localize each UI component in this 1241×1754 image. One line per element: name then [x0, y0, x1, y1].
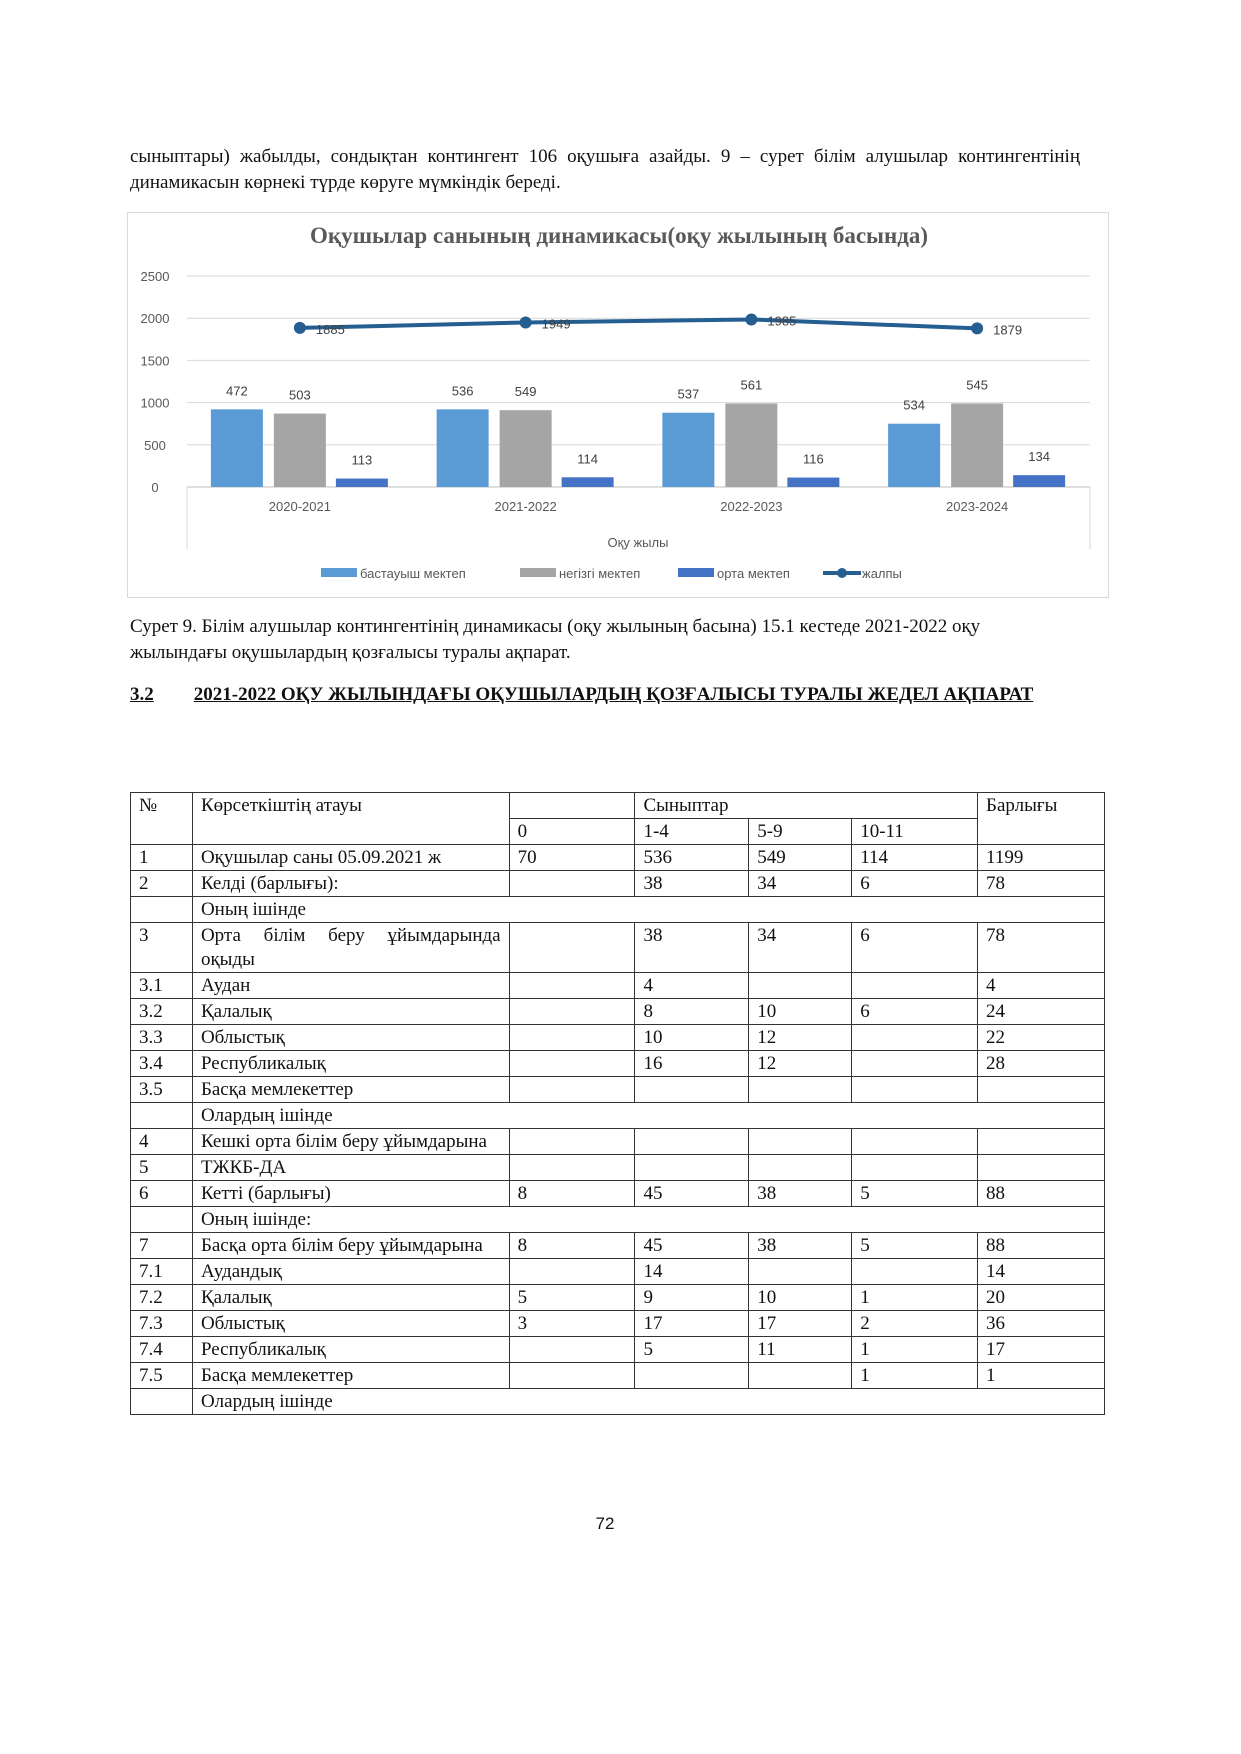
cell-grade-1-4: 536 — [635, 845, 749, 871]
row-number — [131, 1389, 193, 1415]
table-row — [131, 1337, 1105, 1363]
cell-grade-10-11: 1 — [852, 1337, 978, 1363]
x-tick-label: 2022-2023 — [720, 499, 783, 514]
cell-grade-5-9: 10 — [749, 999, 852, 1025]
table-row — [131, 1181, 1105, 1207]
y-tick-label: 0 — [151, 480, 159, 495]
row-name: Басқа орта білім беру ұйымдарына — [192, 1233, 509, 1259]
bar-data-label: 537 — [677, 386, 700, 402]
legend-swatch — [321, 568, 357, 577]
table-row — [131, 1363, 1105, 1389]
cell-grade-0 — [509, 1129, 635, 1155]
row-name: Республикалық — [192, 1051, 509, 1077]
y-tick-label: 500 — [144, 437, 166, 453]
table-row — [131, 1233, 1105, 1259]
cell-total: 78 — [978, 871, 1105, 897]
cell-grade-10-11: 6 — [852, 999, 978, 1025]
cell-total: 36 — [978, 1311, 1105, 1337]
line-data-label: 1885 — [315, 321, 345, 337]
cell-grade-5-9 — [749, 1129, 852, 1155]
cell-grade-5-9: 38 — [749, 1181, 852, 1207]
header-grade-10-11: 10-11 — [852, 819, 978, 845]
bar-1 — [725, 403, 777, 487]
line-marker — [520, 317, 532, 329]
cell-total: 88 — [978, 1233, 1105, 1259]
cell-grade-5-9: 17 — [749, 1311, 852, 1337]
cell-grade-5-9 — [749, 1077, 852, 1103]
table-row — [131, 1051, 1105, 1077]
header-grade-0: 0 — [509, 819, 635, 845]
table-row — [131, 1155, 1105, 1181]
cell-grade-0: 5 — [509, 1285, 635, 1311]
legend-label: жалпы — [862, 566, 902, 581]
cell-grade-1-4: 10 — [635, 1025, 749, 1051]
x-axis-title: Оқу жылы — [607, 535, 669, 550]
row-name: Аудан — [192, 973, 509, 999]
section-number: 3.2 — [130, 684, 154, 705]
cell-grade-10-11 — [852, 1077, 978, 1103]
cell-grade-10-11 — [852, 1051, 978, 1077]
row-name: Облыстық — [192, 1311, 509, 1337]
bar-data-label: 114 — [577, 451, 598, 467]
cell-grade-0 — [509, 1051, 635, 1077]
chart-title: Оқушылар санының динамикасы(оқу жылының басында) — [309, 223, 929, 248]
page-number: 72 — [595, 1514, 615, 1533]
cell-grade-1-4: 45 — [635, 1233, 749, 1259]
cell-grade-1-4 — [635, 1129, 749, 1155]
row-number: 7.3 — [131, 1311, 193, 1337]
cell-grade-10-11 — [852, 973, 978, 999]
table-row — [131, 999, 1105, 1025]
cell-grade-1-4: 17 — [635, 1311, 749, 1337]
cell-grade-1-4: 9 — [635, 1285, 749, 1311]
header-grade-5-9: 5-9 — [749, 819, 852, 845]
row-number: 7.5 — [131, 1363, 193, 1389]
row-number — [131, 897, 193, 923]
table-row — [131, 1103, 1105, 1129]
table-row — [131, 1077, 1105, 1103]
header-classes: Сыныптар — [635, 793, 978, 819]
header-no: № — [131, 793, 193, 845]
total-line — [300, 319, 977, 328]
row-number: 1 — [131, 845, 193, 871]
row-name: Кетті (барлығы) — [192, 1181, 509, 1207]
legend-label: негізгі мектеп — [559, 566, 641, 581]
row-number: 3.2 — [131, 999, 193, 1025]
bar-data-label: 536 — [451, 383, 474, 399]
bar-data-label: 549 — [514, 384, 537, 400]
line-marker — [971, 322, 983, 334]
y-tick-label: 2000 — [140, 311, 170, 327]
cell-grade-0 — [509, 1155, 635, 1181]
cell-grade-0 — [509, 1363, 635, 1389]
bar-2 — [787, 478, 839, 487]
line-data-label: 1985 — [767, 313, 797, 329]
x-tick-label: 2020-2021 — [268, 499, 331, 514]
cell-grade-0 — [509, 923, 635, 973]
cell-grade-1-4: 16 — [635, 1051, 749, 1077]
cell-grade-1-4: 5 — [635, 1337, 749, 1363]
cell-total — [978, 1129, 1105, 1155]
row-name: Қалалық — [192, 999, 509, 1025]
student-movement-table — [130, 792, 1105, 1415]
cell-grade-5-9: 38 — [749, 1233, 852, 1259]
table-row — [131, 897, 1105, 923]
bar-2 — [562, 477, 614, 487]
header-grade-1-4: 1-4 — [635, 819, 749, 845]
y-tick-label: 2500 — [140, 269, 170, 284]
legend-label: орта мектеп — [717, 566, 790, 581]
legend-swatch — [520, 568, 556, 577]
bar-1 — [951, 403, 1003, 487]
cell-total: 1199 — [978, 845, 1105, 871]
cell-grade-10-11 — [852, 1129, 978, 1155]
header-total: Барлығы — [978, 793, 1105, 845]
cell-grade-10-11: 6 — [852, 923, 978, 973]
cell-grade-1-4: 14 — [635, 1259, 749, 1285]
table-row — [131, 1207, 1105, 1233]
cell-grade-0: 8 — [509, 1181, 635, 1207]
cell-grade-10-11 — [852, 1259, 978, 1285]
row-name: ТЖКБ-ДА — [192, 1155, 509, 1181]
cell-total: 14 — [978, 1259, 1105, 1285]
cell-grade-10-11 — [852, 1025, 978, 1051]
row-number: 3.1 — [131, 973, 193, 999]
cell-grade-5-9: 12 — [749, 1051, 852, 1077]
bar-data-label: 534 — [903, 397, 925, 413]
table-row — [131, 1129, 1105, 1155]
cell-grade-5-9: 34 — [749, 871, 852, 897]
row-name: Басқа мемлекеттер — [192, 1363, 509, 1389]
table-row — [131, 923, 1105, 973]
bar-0 — [662, 413, 714, 487]
row-name: Оқушылар саны 05.09.2021 ж — [192, 845, 509, 871]
cell-grade-0 — [509, 999, 635, 1025]
table-row — [131, 845, 1105, 871]
bar-0 — [211, 409, 263, 487]
cell-grade-1-4: 4 — [635, 973, 749, 999]
cell-total — [978, 1077, 1105, 1103]
cell-grade-1-4 — [635, 1363, 749, 1389]
legend-marker — [837, 568, 847, 578]
bar-data-label: 134 — [1028, 449, 1050, 465]
header-blank — [509, 793, 635, 819]
row-number: 3.4 — [131, 1051, 193, 1077]
bar-data-label: 113 — [351, 452, 373, 468]
row-number: 5 — [131, 1155, 193, 1181]
bar-data-label: 116 — [803, 451, 824, 467]
row-name: Аудандық — [192, 1259, 509, 1285]
cell-grade-1-4 — [635, 1155, 749, 1181]
cell-grade-10-11: 5 — [852, 1233, 978, 1259]
cell-grade-10-11: 2 — [852, 1311, 978, 1337]
cell-grade-10-11: 114 — [852, 845, 978, 871]
cell-grade-5-9: 12 — [749, 1025, 852, 1051]
cell-grade-0 — [509, 1337, 635, 1363]
row-name: Басқа мемлекеттер — [192, 1077, 509, 1103]
figure-caption: Сурет 9. Білім алушылар контингентінің динамикасы (оқу жылының басына) 15.1 кестеде 2021-2022 оқу жылындағы оқушылардың қозғалысы туралы ақпарат. — [130, 616, 981, 663]
row-number: 4 — [131, 1129, 193, 1155]
bar-data-label: 561 — [740, 377, 763, 393]
row-name: Оның ішінде: — [192, 1207, 1104, 1233]
section-heading — [130, 682, 1080, 708]
x-tick-label: 2021-2022 — [494, 499, 557, 514]
table-row — [131, 1389, 1105, 1415]
cell-grade-0 — [509, 973, 635, 999]
bar-2 — [1013, 475, 1065, 487]
cell-grade-5-9: 11 — [749, 1337, 852, 1363]
cell-grade-5-9: 549 — [749, 845, 852, 871]
table-row — [131, 871, 1105, 897]
cell-grade-10-11: 6 — [852, 871, 978, 897]
cell-grade-1-4: 8 — [635, 999, 749, 1025]
bar-data-label: 503 — [289, 387, 311, 403]
y-tick-label: 1500 — [140, 353, 170, 369]
bar-2 — [336, 479, 388, 487]
cell-grade-10-11: 5 — [852, 1181, 978, 1207]
row-name: Келді (барлығы): — [192, 871, 509, 897]
cell-total: 20 — [978, 1285, 1105, 1311]
row-name: Олардың ішінде — [192, 1103, 1104, 1129]
legend-swatch — [678, 568, 714, 577]
row-name: Олардың ішінде — [192, 1389, 1104, 1415]
table-row — [131, 1285, 1105, 1311]
cell-grade-5-9 — [749, 973, 852, 999]
row-name: Оның ішінде — [192, 897, 1104, 923]
intro-paragraph: сыныптары) жабылды, сондықтан контингент 106 оқушыға азайды. 9 – сурет білім алушылар контингентінің динамикасын көрнекі түрде көруге мүмкіндік береді. — [130, 146, 1080, 193]
cell-grade-5-9: 10 — [749, 1285, 852, 1311]
row-name: Республикалық — [192, 1337, 509, 1363]
cell-total: 24 — [978, 999, 1105, 1025]
cell-grade-5-9 — [749, 1259, 852, 1285]
table-row — [131, 1311, 1105, 1337]
table-row — [131, 973, 1105, 999]
line-marker — [294, 322, 306, 334]
cell-grade-0 — [509, 871, 635, 897]
row-number: 6 — [131, 1181, 193, 1207]
cell-total: 88 — [978, 1181, 1105, 1207]
cell-total: 17 — [978, 1337, 1105, 1363]
bar-1 — [274, 414, 326, 487]
row-number: 3.3 — [131, 1025, 193, 1051]
cell-grade-0 — [509, 1025, 635, 1051]
row-number: 3 — [131, 923, 193, 973]
row-number: 7 — [131, 1233, 193, 1259]
cell-grade-1-4: 38 — [635, 871, 749, 897]
chart-svg — [128, 213, 1110, 599]
row-name: Кешкі орта білім беру ұйымдарына — [192, 1129, 509, 1155]
cell-total: 78 — [978, 923, 1105, 973]
bar-0 — [888, 424, 940, 487]
table-header-row — [131, 793, 1105, 819]
row-name: Орта білім беру ұйымдарында оқыды — [192, 923, 509, 973]
y-tick-label: 1000 — [140, 395, 170, 411]
header-name: Көрсеткіштің атауы — [192, 793, 509, 845]
cell-grade-10-11: 1 — [852, 1363, 978, 1389]
cell-grade-5-9: 34 — [749, 923, 852, 973]
cell-grade-10-11: 1 — [852, 1285, 978, 1311]
row-name: Облыстық — [192, 1025, 509, 1051]
table-row — [131, 1025, 1105, 1051]
x-tick-label: 2023-2024 — [946, 499, 1009, 514]
bar-data-label: 545 — [966, 377, 988, 393]
cell-total: 22 — [978, 1025, 1105, 1051]
line-data-label: 1879 — [993, 322, 1023, 338]
row-number — [131, 1103, 193, 1129]
cell-grade-1-4 — [635, 1077, 749, 1103]
cell-grade-1-4: 38 — [635, 923, 749, 973]
cell-grade-0: 3 — [509, 1311, 635, 1337]
row-name: Қалалық — [192, 1285, 509, 1311]
row-number: 7.2 — [131, 1285, 193, 1311]
row-number: 7.4 — [131, 1337, 193, 1363]
line-marker — [745, 313, 757, 325]
student-dynamics-chart — [127, 212, 1109, 598]
cell-total: 4 — [978, 973, 1105, 999]
row-number: 7.1 — [131, 1259, 193, 1285]
section-title: 2021-2022 ОҚУ ЖЫЛЫНДАҒЫ ОҚУШЫЛАРДЫҢ ҚОЗҒАЛЫСЫ ТУРАЛЫ ЖЕДЕЛ АҚПАРАТ — [193, 684, 1034, 705]
cell-total: 28 — [978, 1051, 1105, 1077]
cell-grade-0 — [509, 1259, 635, 1285]
table-row — [131, 1259, 1105, 1285]
cell-total — [978, 1155, 1105, 1181]
cell-grade-5-9 — [749, 1363, 852, 1389]
cell-grade-0 — [509, 1077, 635, 1103]
bar-0 — [437, 409, 489, 487]
cell-grade-0: 8 — [509, 1233, 635, 1259]
line-data-label: 1949 — [541, 316, 571, 332]
bar-data-label: 472 — [226, 383, 248, 399]
bar-1 — [500, 410, 552, 487]
cell-grade-5-9 — [749, 1155, 852, 1181]
row-number: 2 — [131, 871, 193, 897]
row-number — [131, 1207, 193, 1233]
legend-label: бастауыш мектеп — [360, 566, 466, 581]
row-number: 3.5 — [131, 1077, 193, 1103]
cell-total: 1 — [978, 1363, 1105, 1389]
cell-grade-0: 70 — [509, 845, 635, 871]
cell-grade-10-11 — [852, 1155, 978, 1181]
cell-grade-1-4: 45 — [635, 1181, 749, 1207]
